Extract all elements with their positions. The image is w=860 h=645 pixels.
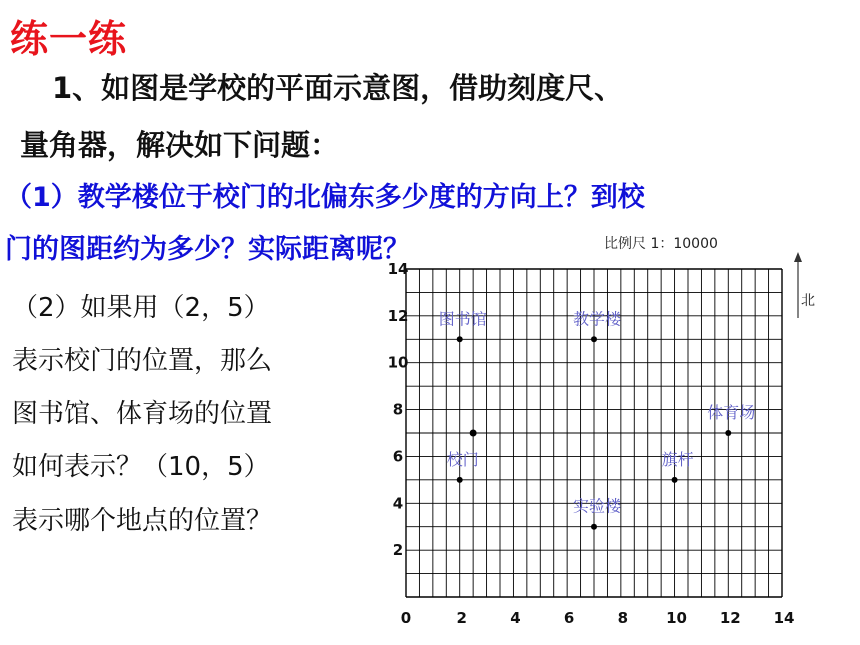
x-tick-label: 14 [773,609,795,627]
location-point [672,477,678,483]
location-label: 实验楼 [572,496,622,516]
location-point [457,336,463,342]
location-point [591,336,597,342]
question-1-line-2: 门的图距约为多少？实际距离呢？ [5,234,410,265]
problem-line-1: 1、如图是学校的平面示意图，借助刻度尺、 [52,71,624,105]
y-tick-label: 2 [392,541,404,560]
location-label: 校门 [446,449,479,469]
location-label: 旗杆 [661,449,694,469]
x-tick-label: 0 [400,609,412,627]
location-label: 教学楼 [572,309,622,329]
x-tick-label: 2 [456,609,467,627]
north-label: 北 [801,293,815,309]
question-2-line: （2）如果用（2，5） [12,293,270,323]
map-scale-label: 比例尺 1：10000 [604,236,718,252]
question-1-line-1: （1）教学楼位于校门的北偏东多少度的方向上？到校 [5,182,645,213]
y-tick-label: 6 [392,447,404,466]
y-tick-label: 4 [392,494,404,513]
page-title: 练一练 [10,17,128,61]
question-2-line: 如何表示？（10，5） [12,452,270,482]
question-2-line: 图书馆、体育场的位置 [12,399,273,429]
location-label: 图书馆 [438,309,487,329]
x-tick-label: 10 [666,609,688,627]
location-point [725,430,731,436]
x-tick-label: 8 [617,609,629,627]
location-label: 体育场 [707,403,756,422]
north-arrow-icon [794,252,802,318]
y-tick-label: 12 [387,306,409,325]
location-point [457,477,463,483]
y-tick-label: 14 [387,260,409,278]
question-2-line: 表示校门的位置，那么 [12,346,273,376]
y-tick-label: 8 [392,400,404,419]
question-2-line: 表示哪个地点的位置？ [12,506,273,536]
x-tick-label: 4 [510,609,521,627]
x-tick-label: 12 [719,609,741,627]
location-point [591,524,597,530]
x-tick-label: 6 [563,609,575,627]
y-tick-label: 10 [387,353,409,372]
problem-line-2: 量角器，解决如下问题： [20,128,340,162]
extra-point [470,430,477,437]
